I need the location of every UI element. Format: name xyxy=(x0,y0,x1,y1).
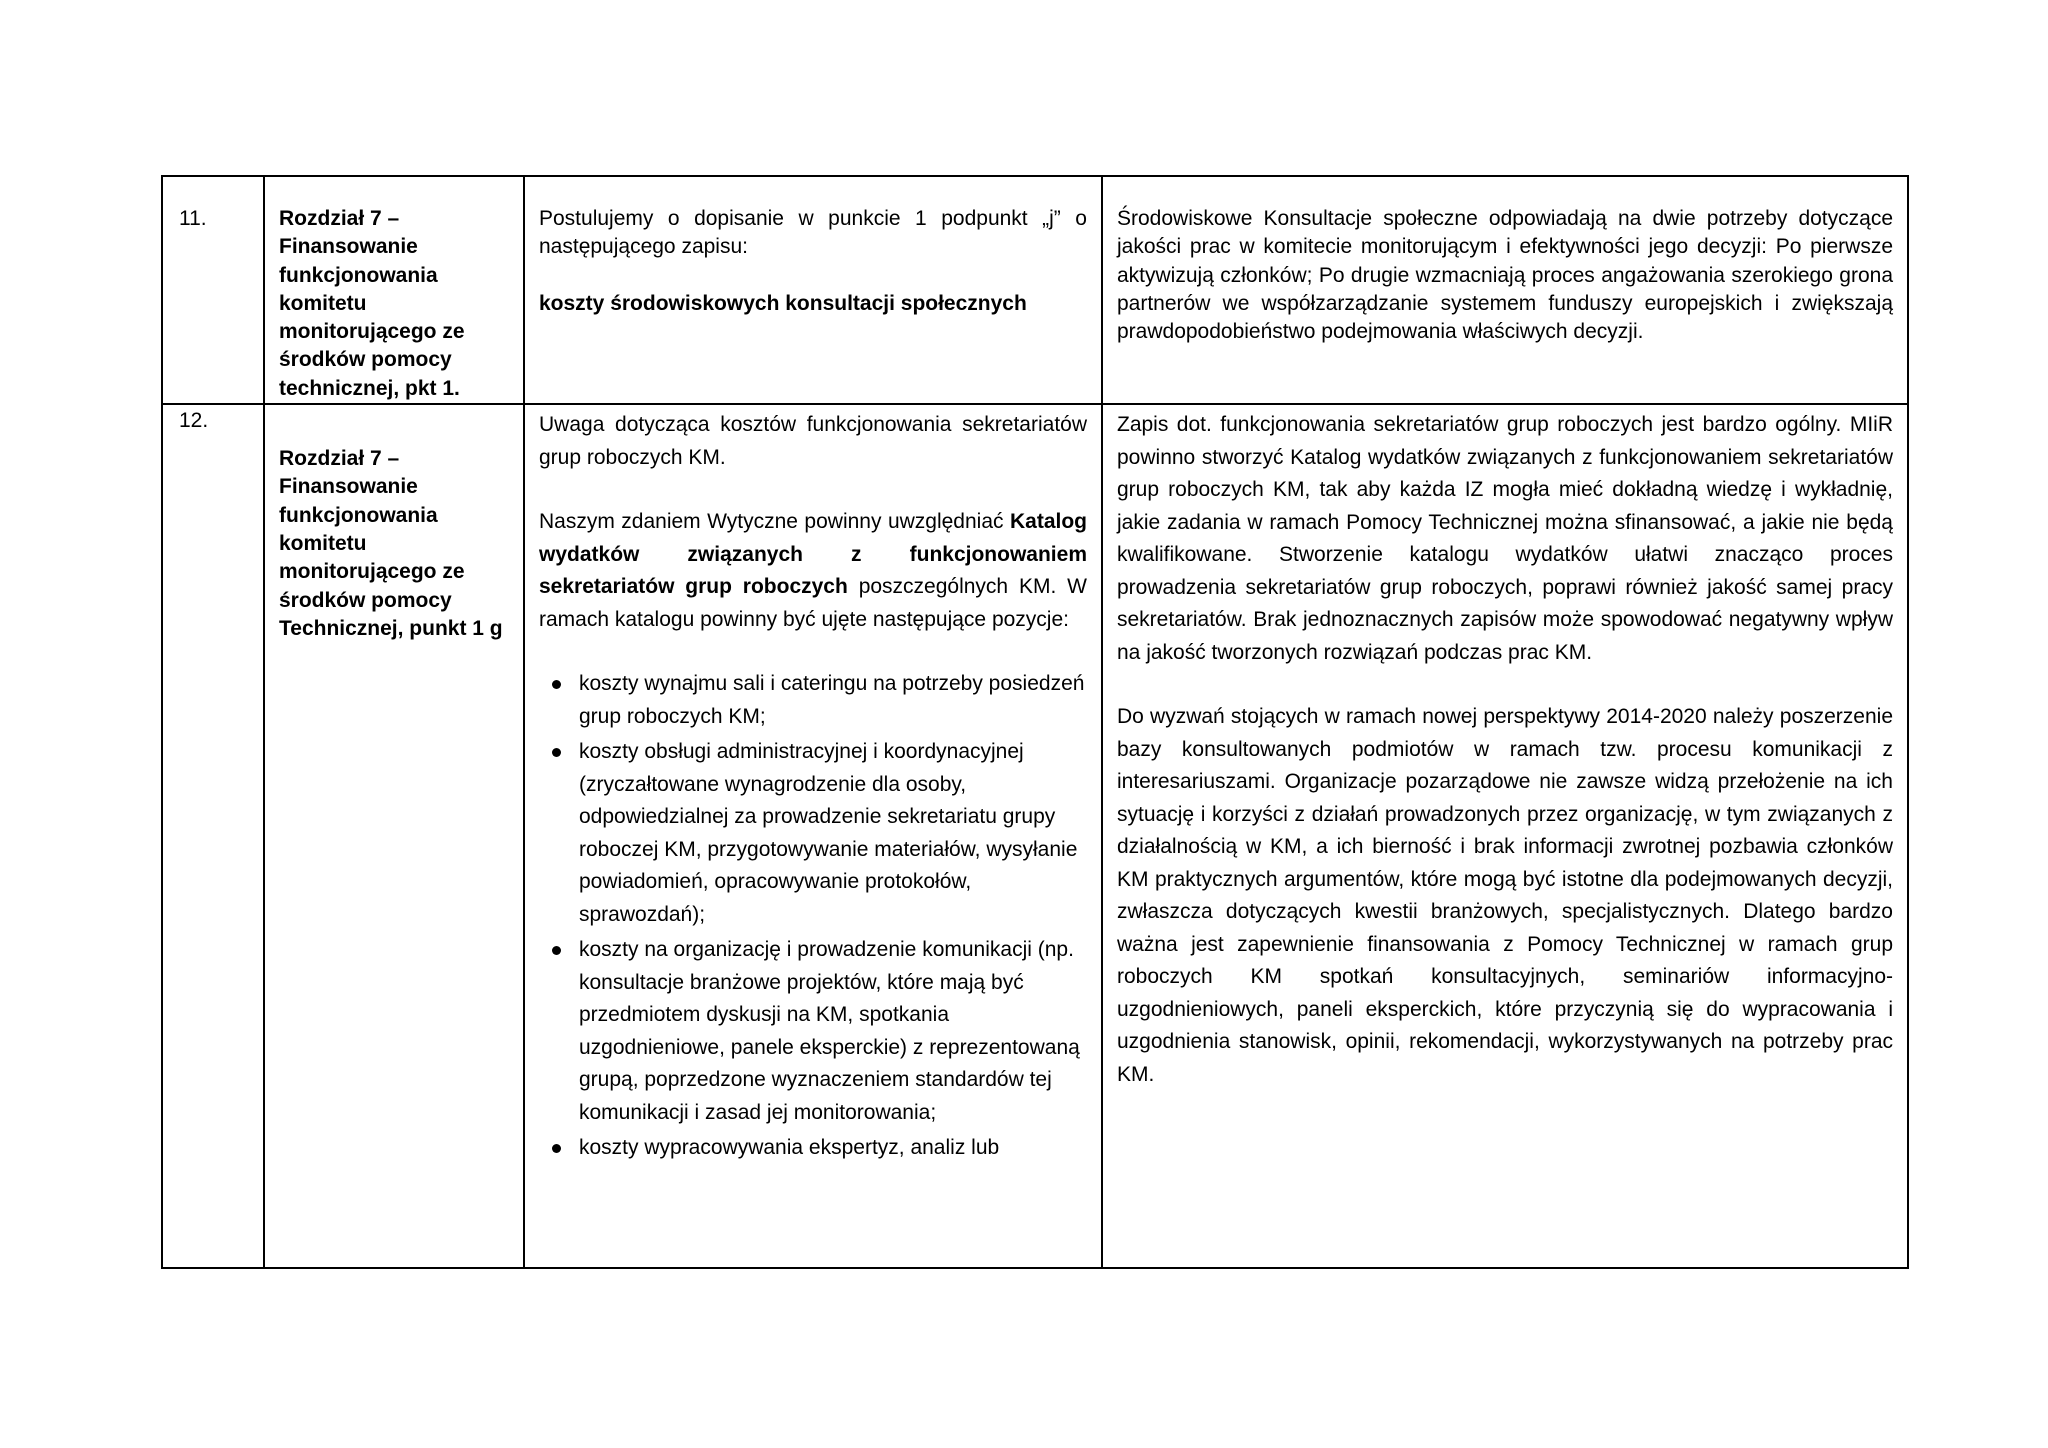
chapter-cell xyxy=(264,176,524,404)
bullet-icon xyxy=(552,748,561,757)
justification-text: Środowiskowe Konsultacje społeczne odpowiadają na dwie potrzeby dotyczące jakości prac w komitecie monitorującym i efektywności jego decyzji: Po pierwsze aktywizują członków; Po drugie wzmacniają proces angażowania szerokiego grona partnerów we współzarządzanie systemem funduszy europejskich i zwiększają prawdopodobieństwo podejmowania właściwych decyzji. xyxy=(1117,207,1893,344)
remarks-table xyxy=(161,175,1909,1269)
remark-text: Uwaga dotycząca kosztów funkcjonowania sekretariatów grup roboczych KM. xyxy=(539,413,1087,469)
cost-list xyxy=(539,668,1087,1165)
opinion-paragraph: Naszym zdaniem Wytyczne powinny uwzględniać Katalog wydatków związanych z funkcjonowaniem sekretariatów grup roboczych poszczególnych KM. W ramach katalogu powinny być ujęte następujące pozycje: xyxy=(539,510,1087,631)
justification-cell xyxy=(1102,404,1908,1268)
list-item: koszty wypracowywania ekspertyz, analiz lub xyxy=(539,1132,1087,1165)
bullet-icon xyxy=(552,946,561,955)
justification-paragraph-2: Do wyzwań stojących w ramach nowej perspektywy 2014-2020 należy poszerzenie bazy konsultowanych podmiotów w ramach tzw. procesu komunikacji z interesariuszami. Organizacje pozarządowe nie zawsze widzą przełożenie na ich sytuację i korzyści z działań prowadzonych przez organizację, w tym związanych z działalnością w KM, a ich bierność i brak informacji zwrotnej pozbawia członków KM praktycznych argumentów, które mogą być istotne dla podejmowanych decyzji, zwłaszcza dotyczących kwestii branżowych, specjalistycznych. Dlatego bardzo ważna jest zapewnienie finansowania z Pomocy Technicznej w ramach grup roboczych KM spotkań konsultacyjnych, seminariów informacyjno-uzgodnieniowych, paneli eksperckich, które przyczynią się do wypracowania i uzgodnienia stanowisk, opinii, rekomendacji, wykorzystywanych na potrzeby prac KM. xyxy=(1117,705,1893,1086)
proposal-intro: Postulujemy o dopisanie w punkcie 1 podpunkt „j” o następującego zapisu: xyxy=(539,207,1087,259)
chapter-reference: Rozdział 7 – Finansowanie funkcjonowania komitetu monitorującego ze środków pomocy Technicznej, punkt 1 g xyxy=(279,447,503,640)
list-item: koszty na organizację i prowadzenie komunikacji (np. konsultacje branżowe projektów, które mają być przedmiotem dyskusji na KM, spotkania uzgodnieniowe, panele eksperckie) z reprezentowaną grupą, poprzedzone wyznaczeniem standardów tej komunikacji i zasad jej monitorowania; xyxy=(539,934,1087,1129)
chapter-reference: Rozdział 7 – Finansowanie funkcjonowania komitetu monitorującego ze środków pomocy technicznej, pkt 1. xyxy=(279,207,465,400)
bullet-icon xyxy=(552,1144,561,1153)
row-number: 11. xyxy=(179,207,207,230)
list-item: koszty obsługi administracyjnej i koordynacyjnej (zryczałtowane wynagrodzenie dla osoby, odpowiedzialnej za prowadzenie sekretariatu grupy roboczej KM, przygotowywanie materiałów, wysyłanie powiadomień, opracowywanie protokołów, sprawozdań); xyxy=(539,736,1087,931)
row-number-cell xyxy=(162,404,264,1268)
list-item: koszty wynajmu sali i cateringu na potrzeby posiedzeń grup roboczych KM; xyxy=(539,668,1087,733)
row-number: 12. xyxy=(179,409,209,433)
bullet-icon xyxy=(552,680,561,689)
catalog-bold: Katalog wydatków związanych z funkcjonowaniem sekretariatów grup roboczych xyxy=(539,510,1087,599)
row-number-cell xyxy=(162,176,264,404)
justification-paragraph-1: Zapis dot. funkcjonowania sekretariatów grup roboczych jest bardzo ogólny. MIiR powinno stworzyć Katalog wydatków związanych z funkcjonowaniem sekretariatów grup roboczych KM, tak aby każda IZ mogła mieć dokładną wiedzę i wykładnię, jakie zadania w ramach Pomocy Technicznej można sfinansować, a jakie nie będą kwalifikowane. Stworzenie katalogu wydatków ułatwi znacząco proces prowadzenia sekretariatów grup roboczych, poprawi również jakość samej pracy sekretariatów. Brak jednoznacznych zapisów może spowodować negatywny wpływ na jakość tworzonych rozwiązań podczas prac KM. xyxy=(1117,413,1893,664)
proposal-cell xyxy=(524,404,1102,1268)
table-row xyxy=(162,404,1908,1268)
proposal-cell xyxy=(524,176,1102,404)
chapter-cell xyxy=(264,404,524,1268)
proposal-bold: koszty środowiskowych konsultacji społecznych xyxy=(539,291,1027,315)
table-row xyxy=(162,176,1908,404)
justification-cell xyxy=(1102,176,1908,404)
